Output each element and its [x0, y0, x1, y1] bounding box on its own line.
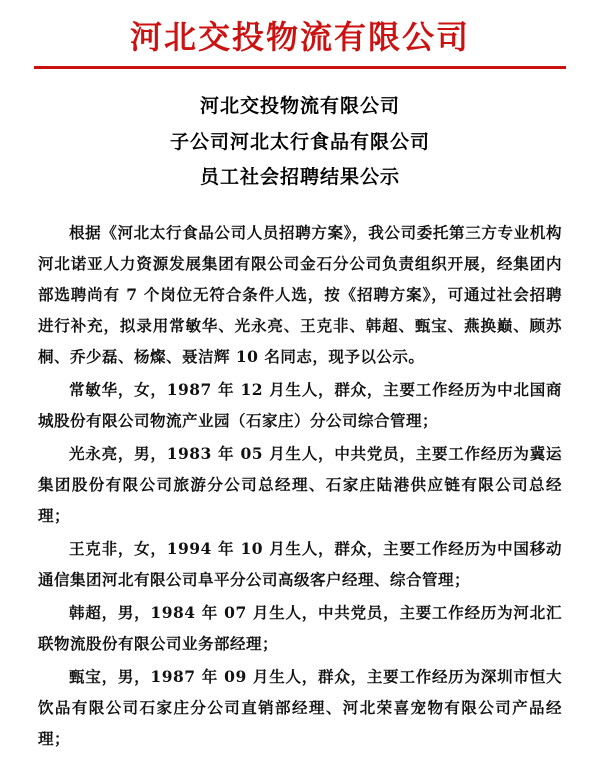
paragraph: 光永亮，男，1983 年 05 月生人，中共党员，主要工作经历为冀运集团股份有限公司旅游分公司总经理、石家庄陆港供应链有限公司总经理；: [38, 443, 562, 525]
paragraph: 常敏华，女，1987 年 12 月生人，群众，主要工作经历为中北国商城股份有限公司物流产业园（石家庄）分公司综合管理；: [38, 379, 562, 430]
paragraph: 韩超，男，1984 年 07 月生人，中共党员，主要工作经历为河北汇联物流股份有限公司业务部经理；: [38, 602, 562, 653]
document-title: [0, 89, 600, 194]
paragraph: 王克非，女，1994 年 10 月生人，群众，主要工作经历为中国移动通信集团河北有限公司阜平分公司高级客户经理、综合管理；: [38, 538, 562, 589]
paragraph: 甄宝，男，1987 年 09 月生人，群众，主要工作经历为深圳市恒大饮品有限公司石家庄分公司直销部经理、河北荣喜宠物有限公司产品经理；: [38, 666, 562, 748]
document-title-line-3: 员工社会招聘结果公示: [199, 165, 400, 188]
paragraph: 根据《河北太行食品公司人员招聘方案》，我公司委托第三方专业机构河北诺亚人力资源发展集团有限公司金石分公司负责组织开展，经集团内部选聘尚有 7 个岗位无符合条件人选，按《招聘方案》，可通过社会招聘进行补充，拟录用常敏华、光永亮、王克非、韩超、甄宝、燕换巅、顾苏桐、乔少磊、杨燦、聂洁辉 10 名同志，现予以公示。: [38, 222, 562, 366]
document-body: [38, 217, 562, 754]
document-title-line-2: 子公司河北太行食品有限公司: [169, 130, 430, 153]
document-title-line-1: 河北交投物流有限公司: [199, 95, 400, 118]
letterhead-company-name: 河北交投物流有限公司: [129, 18, 470, 56]
letterhead: [0, 0, 600, 56]
letterhead-divider: [34, 66, 566, 69]
